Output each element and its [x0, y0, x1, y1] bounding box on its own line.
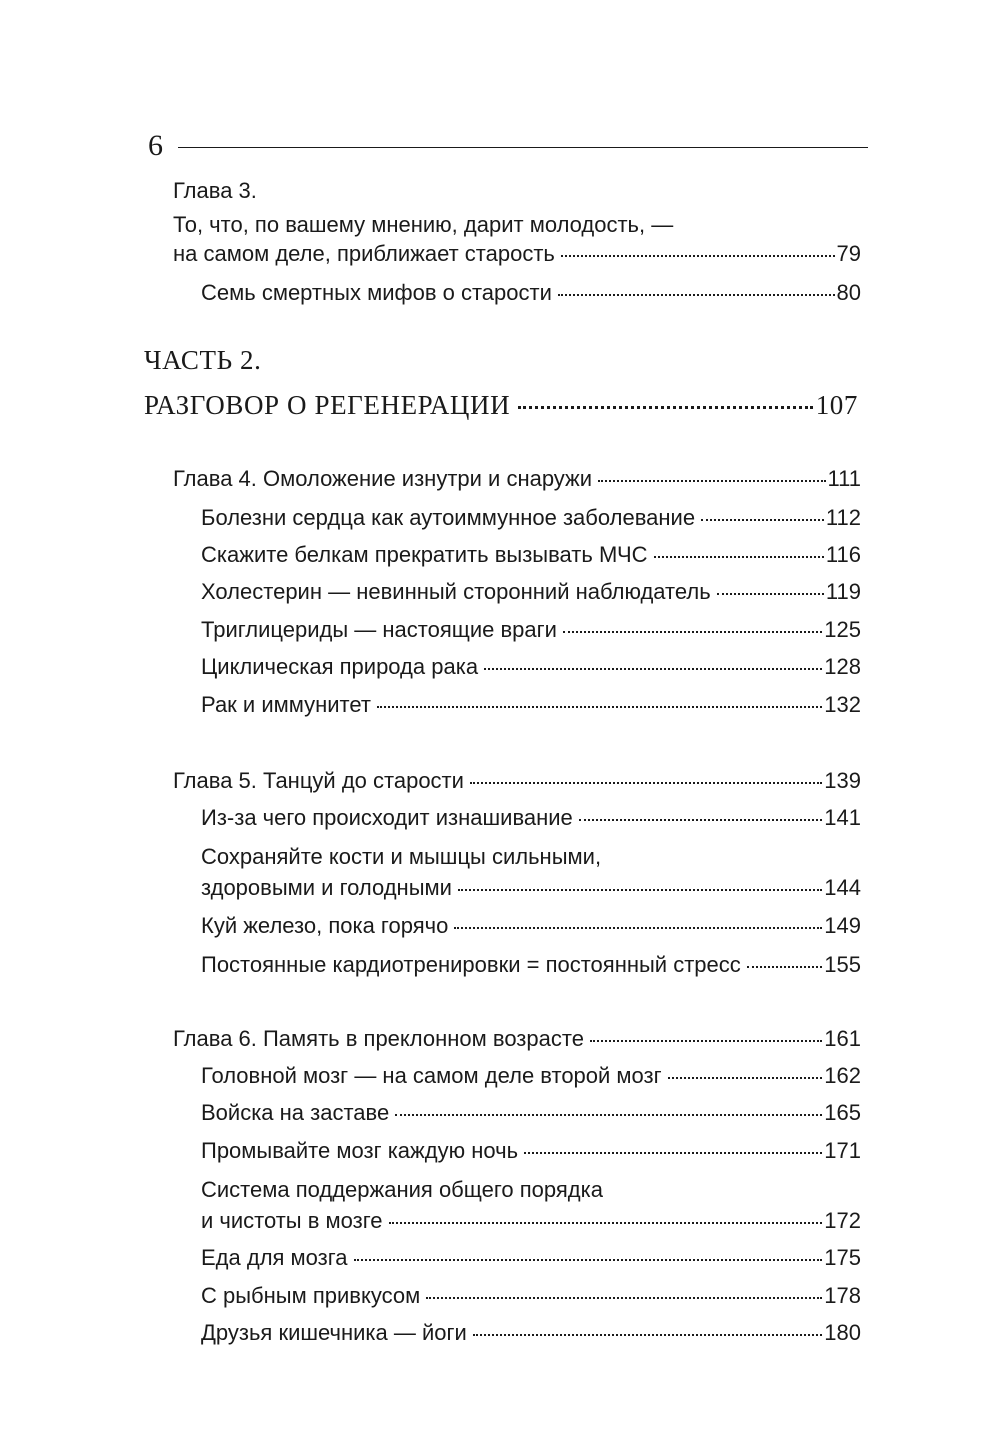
toc-entry-title: Триглицериды — настоящие враги	[201, 617, 557, 642]
toc-entry-page: 112	[825, 505, 861, 530]
dot-leader	[654, 556, 824, 558]
toc-entry-title: Семь смертных мифов о старости	[201, 280, 552, 305]
toc-entry-section[interactable]	[201, 652, 861, 682]
toc-entry-page: 172	[824, 1208, 861, 1233]
toc-entry-section[interactable]	[201, 503, 861, 533]
toc-entry-section[interactable]	[201, 278, 861, 308]
page-number: 6	[148, 129, 163, 162]
dot-leader	[458, 889, 822, 891]
toc-entry-title-line1: Система поддержания общего порядка	[201, 1177, 603, 1202]
dot-leader	[454, 927, 822, 929]
toc-entry-title: Рак и иммунитет	[201, 692, 371, 717]
toc-entry-page: 149	[824, 913, 861, 938]
toc-entry-chapter-6[interactable]	[173, 1024, 861, 1054]
toc-entry-section[interactable]	[201, 950, 861, 980]
dot-leader	[598, 480, 825, 482]
toc-entry-section-line1	[201, 1175, 861, 1205]
toc-entry-section[interactable]	[201, 615, 861, 645]
toc-entry-title: Холестерин — невинный сторонний наблюдатель	[201, 579, 711, 604]
dot-leader	[717, 593, 824, 595]
toc-entry-section[interactable]	[201, 540, 861, 570]
toc-entry-chapter-5[interactable]	[173, 766, 861, 796]
toc-entry-title: Войска на заставе	[201, 1100, 390, 1125]
toc-entry-part-2[interactable]	[144, 388, 858, 422]
toc-entry-page: 161	[824, 1026, 861, 1051]
dot-leader	[426, 1297, 822, 1299]
dot-leader	[473, 1334, 822, 1336]
toc-entry-page: 175	[824, 1245, 861, 1270]
toc-entry-title: Из-за чего происходит изнашивание	[201, 805, 573, 830]
toc-entry-page: 162	[824, 1063, 861, 1088]
dot-leader	[484, 668, 822, 670]
toc-entry-page: 141	[824, 805, 861, 830]
toc-entry-title: С рыбным привкусом	[201, 1283, 421, 1308]
toc-entry-title: Еда для мозга	[201, 1245, 348, 1270]
dot-leader	[561, 255, 835, 257]
toc-entry-page: 180	[824, 1320, 861, 1345]
toc-entry-page: 80	[836, 280, 861, 305]
toc-entry-page: 111	[827, 466, 861, 491]
chapter-3-title-line1-text: То, что, по вашему мнению, дарит молодость, —	[173, 212, 674, 237]
toc-entry-page: 165	[824, 1100, 861, 1125]
dot-leader	[563, 631, 822, 633]
toc-entry-section[interactable]	[201, 1243, 861, 1273]
toc-entry-page: 116	[825, 542, 861, 567]
toc-entry-title: Головной мозг — на самом деле второй мозг	[201, 1063, 662, 1088]
toc-entry-page: 119	[825, 579, 861, 604]
toc-entry-chapter-4[interactable]	[173, 464, 861, 494]
toc-entry-title: Друзья кишечника — йоги	[201, 1320, 467, 1345]
header-rule	[178, 147, 868, 148]
toc-entry-page: 79	[836, 241, 861, 266]
toc-entry-title: Болезни сердца как аутоиммунное заболевание	[201, 505, 696, 530]
dot-leader	[354, 1259, 823, 1261]
part-2-label: ЧАСТЬ 2.	[144, 345, 262, 375]
toc-entry-title: на самом деле, приближает старость	[173, 241, 555, 266]
dot-leader	[389, 1222, 823, 1224]
toc-entry-section[interactable]	[201, 1098, 861, 1128]
toc-entry-page: 128	[824, 654, 861, 679]
toc-entry-title: Скажите белкам прекратить вызывать МЧС	[201, 542, 648, 567]
chapter-3-label	[173, 176, 861, 206]
toc-entry-title: Куй железо, пока горячо	[201, 913, 449, 938]
toc-entry-chapter-3[interactable]	[173, 239, 861, 269]
dot-leader	[518, 406, 812, 409]
toc-entry-title: Циклическая природа рака	[201, 654, 479, 679]
toc-entry-title: РАЗГОВОР О РЕГЕНЕРАЦИИ	[144, 390, 511, 420]
toc-entry-title: Постоянные кардиотренировки = постоянный стресс	[201, 952, 741, 977]
toc-entry-title: Промывайте мозг каждую ночь	[201, 1138, 519, 1163]
dot-leader	[377, 706, 822, 708]
toc-entry-title: Глава 5. Танцуй до старости	[173, 768, 464, 793]
dot-leader	[579, 819, 822, 821]
toc-entry-title: Глава 6. Память в преклонном возрасте	[173, 1026, 584, 1051]
toc-entry-section[interactable]	[201, 803, 861, 833]
dot-leader	[668, 1077, 823, 1079]
toc-entry-title-line1: Сохраняйте кости и мышцы сильными,	[201, 844, 602, 869]
toc-entry-page: 139	[824, 768, 861, 793]
toc-entry-section[interactable]	[201, 1318, 861, 1348]
toc-entry-page: 144	[824, 875, 861, 900]
toc-entry-page: 171	[824, 1138, 861, 1163]
toc-entry-title: и чистоты в мозге	[201, 1208, 383, 1233]
toc-entry-title: Глава 4. Омоложение изнутри и снаружи	[173, 466, 593, 491]
toc-entry-section[interactable]	[201, 690, 861, 720]
toc-entry-section[interactable]	[201, 1281, 861, 1311]
toc-entry-section[interactable]	[201, 873, 861, 903]
chapter-3-label-text: Глава 3.	[173, 178, 257, 203]
toc-entry-page: 132	[824, 692, 861, 717]
toc-entry-page: 178	[824, 1283, 861, 1308]
toc-entry-title: здоровыми и голодными	[201, 875, 452, 900]
toc-entry-page: 125	[824, 617, 861, 642]
toc-entry-section-line1	[201, 842, 861, 872]
toc-entry-section[interactable]	[201, 1061, 861, 1091]
toc-entry-section[interactable]	[201, 577, 861, 607]
toc-entry-page: 107	[815, 390, 858, 420]
toc-entry-page: 155	[824, 952, 861, 977]
dot-leader	[701, 519, 824, 521]
dot-leader	[747, 966, 823, 968]
toc-entry-section[interactable]	[201, 911, 861, 941]
dot-leader	[524, 1152, 822, 1154]
chapter-3-title-line1	[173, 210, 861, 240]
toc-entry-section[interactable]	[201, 1206, 861, 1236]
dot-leader	[470, 782, 822, 784]
dot-leader	[558, 294, 835, 296]
dot-leader	[395, 1114, 822, 1116]
toc-entry-section[interactable]	[201, 1136, 861, 1166]
dot-leader	[590, 1040, 822, 1042]
